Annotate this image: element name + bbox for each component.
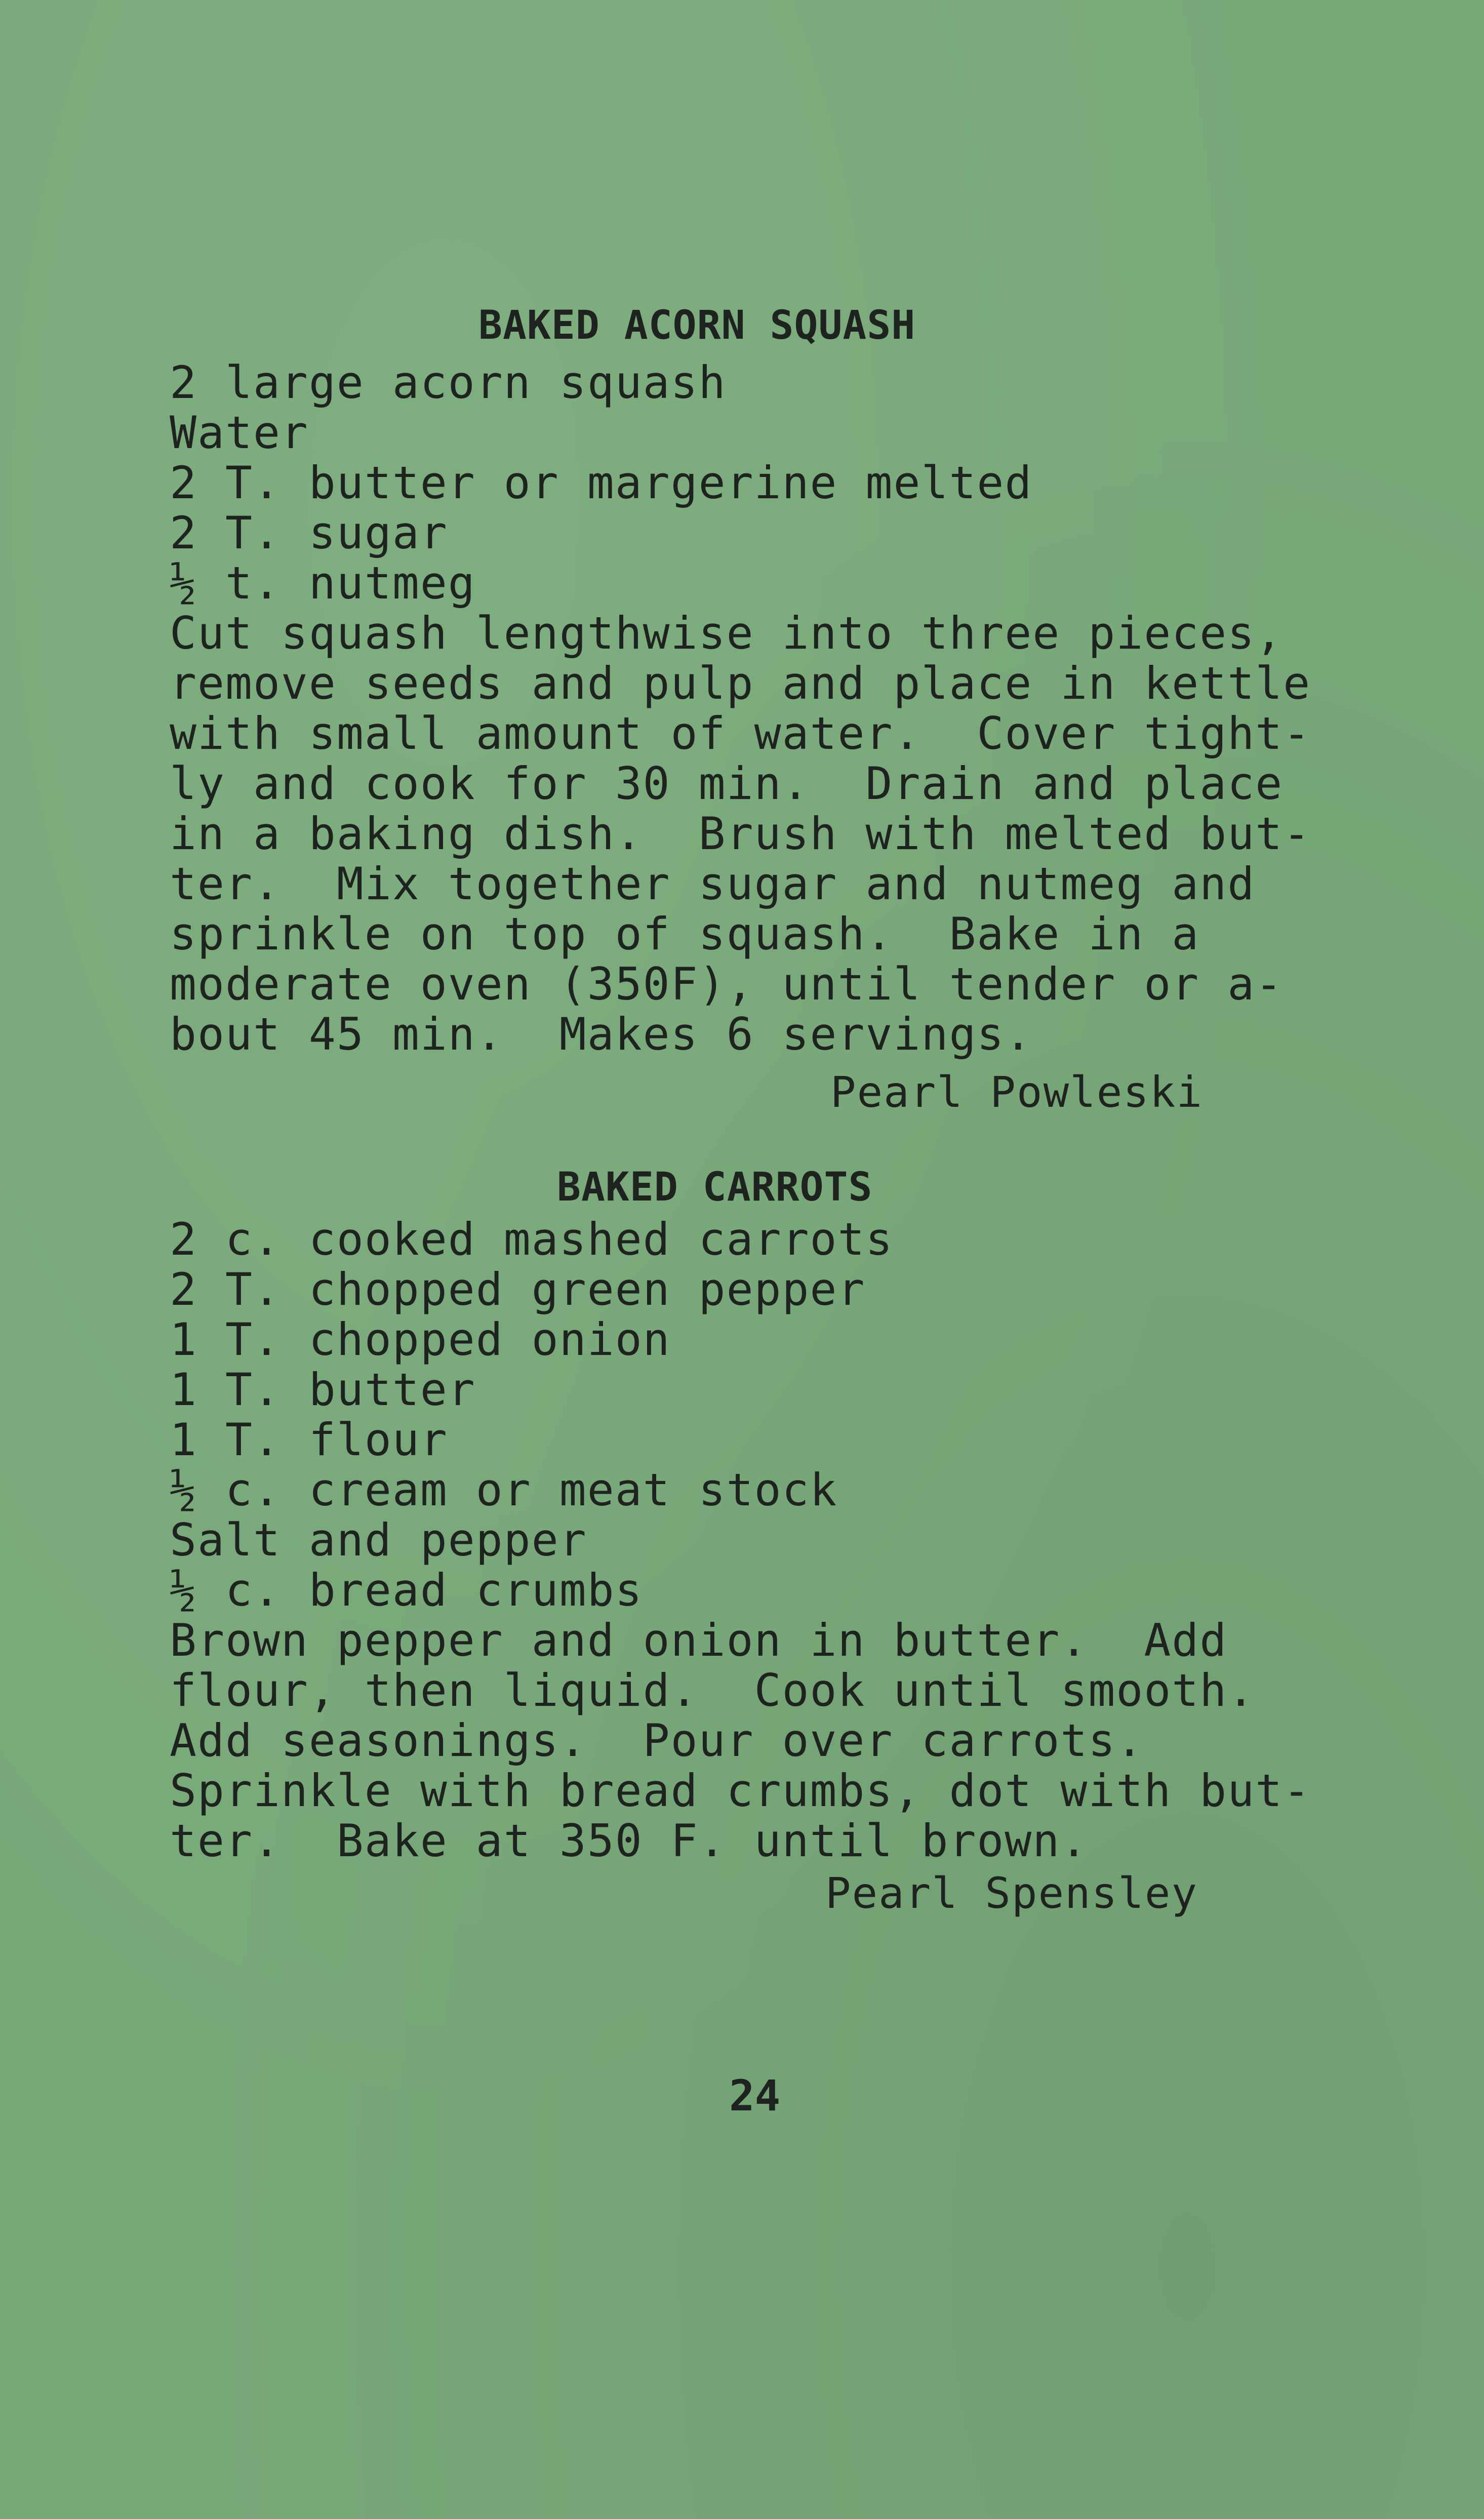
ingredient-line: 1 T. chopped onion [170,1313,671,1366]
ingredient-line: 2 T. butter or margerine melted [170,457,1033,509]
direction-line: Sprinkle with bread crumbs, dot with but- [170,1765,1311,1817]
recipe-title-baked-carrots: BAKED CARROTS [557,1165,873,1210]
directions-baked-carrots [170,1615,1311,1866]
ingredient-line: 1 T. flour [170,1414,448,1466]
recipe-author: Pearl Spensley [825,1868,1198,1918]
recipe-author: Pearl Powleski [830,1067,1204,1117]
ingredient-line: Salt and pepper [170,1514,587,1566]
ingredient-line: ½ c. cream or meat stock [170,1464,838,1516]
direction-line: sprinkle on top of squash. Bake in a [170,908,1200,960]
recipe-title-acorn-squash: BAKED ACORN SQUASH [478,303,916,348]
direction-line: bout 45 min. Makes 6 servings. [170,1008,1033,1060]
direction-line: Add seasonings. Pour over carrots. [170,1714,1144,1767]
ingredient-list-acorn-squash [170,357,1032,608]
direction-line: with small amount of water. Cover tight- [170,707,1311,759]
direction-line: Brown pepper and onion in butter. Add [170,1614,1228,1666]
ingredient-line: 2 large acorn squash [170,356,727,409]
direction-line: ter. Bake at 350 F. until brown. [170,1815,1089,1867]
direction-line: flour, then liquid. Cook until smooth. [170,1664,1256,1716]
directions-acorn-squash [170,608,1311,1059]
direction-line: in a baking dish. Brush with melted but- [170,808,1311,860]
direction-line: Cut squash lengthwise into three pieces, [170,607,1284,659]
ingredient-line: 1 T. butter [170,1364,476,1416]
direction-line: remove seeds and pulp and place in kettle [170,657,1311,709]
ingredient-line: Water [170,407,309,459]
ingredient-line: 2 c. cooked mashed carrots [170,1213,894,1265]
ingredient-line: ½ t. nutmeg [170,557,476,609]
page-number: 24 [729,2071,781,2121]
ingredient-line: 2 T. sugar [170,507,448,559]
direction-line: moderate oven (350F), until tender or a- [170,958,1284,1010]
ingredient-line: ½ c. bread crumbs [170,1564,643,1616]
ingredient-line: 2 T. chopped green pepper [170,1263,866,1315]
ingredient-list-baked-carrots [170,1214,894,1615]
direction-line: ter. Mix together sugar and nutmeg and [170,858,1256,910]
direction-line: ly and cook for 30 min. Drain and place [170,757,1284,810]
